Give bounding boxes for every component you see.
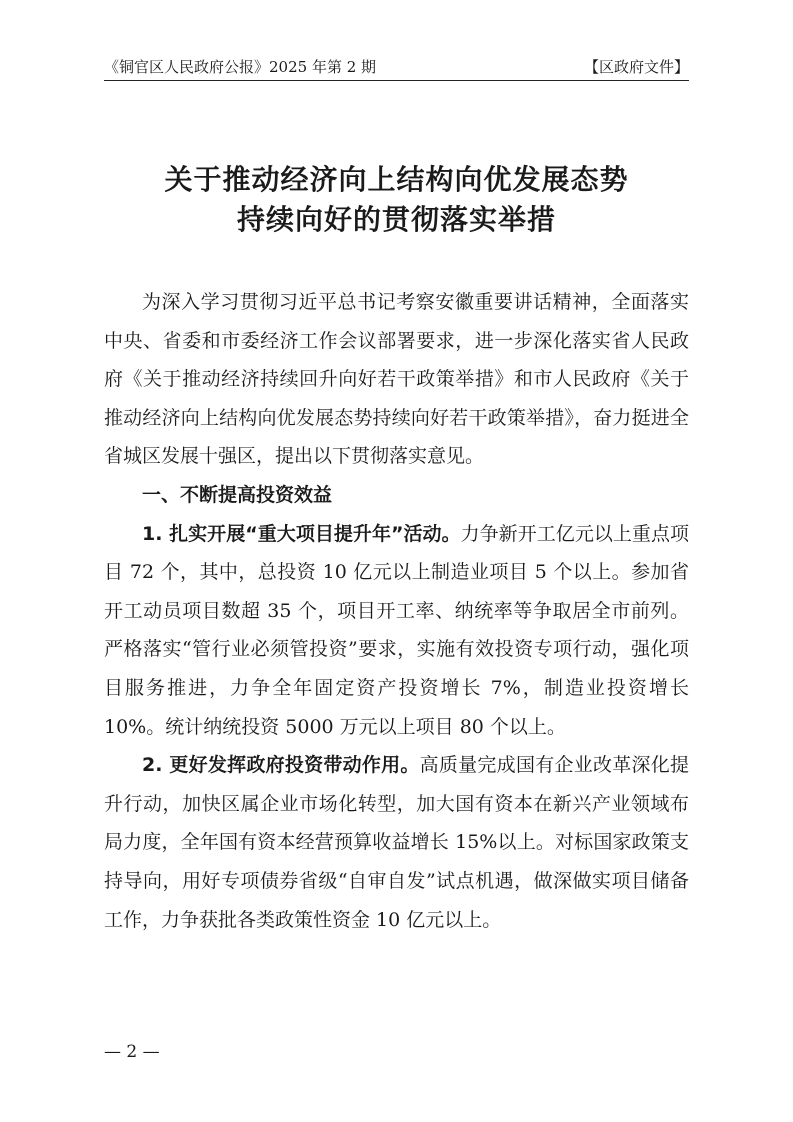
item-1-text: 力争新开工亿元以上重点项目 72 个，其中，总投资 10 亿元以上制造业项目 5 个以上。参加省开工动员项目数超 35 个，项目开工率、纳统率等争取居全市前列。严格落实“管行业必须管投资”要求，实施有效投资专项行动，强化项目服务推进，力争全年固定资产投资增长 7%，制造业投资增长 10%。统计纳统投资 5000 万元以上项目 80 个以上。 — [104, 522, 689, 738]
running-header — [104, 52, 689, 82]
header-divider — [104, 80, 689, 81]
gazette-issue-label: 《铜官区人民政府公报》2025 年第 2 期 — [104, 58, 377, 76]
title-line-1: 关于推动经济向上结构向优发展态势 — [164, 163, 629, 196]
document-category-label: 【区政府文件】 — [583, 58, 689, 76]
item-2-lead: 2. 更好发挥政府投资带动作用。 — [142, 754, 420, 777]
item-1-lead: 1. 扎实开展“重大项目提升年”活动。 — [142, 522, 461, 545]
title-line-2: 持续向好的贯彻落实举措 — [236, 203, 556, 236]
item-2-paragraph — [104, 746, 689, 939]
document-body — [104, 283, 689, 939]
item-1-paragraph — [104, 515, 689, 747]
document-title — [0, 160, 793, 240]
intro-paragraph: 为深入学习贯彻习近平总书记考察安徽重要讲话精神，全面落实中央、省委和市委经济工作会议部署要求，进一步深化落实省人民政府《关于推动经济持续回升向好若干政策举措》和市人民政府《关于推动经济向上结构向优发展态势持续向好若干政策举措》，奋力挺进全省城区发展十强区，提出以下贯彻落实意见。 — [104, 291, 689, 468]
section-heading: 一、不断提高投资效益 — [142, 483, 333, 506]
item-2-text: 高质量完成国有企业改革深化提升行动，加快区属企业市场化转型，加大国有资本在新兴产业领域布局力度，全年国有资本经营预算收益增长 15%以上。对标国家政策支持导向，用好专项债券省级“自审自发”试点机遇，做深做实项目储备工作，力争获批各类政策性资金 10 亿元以上。 — [104, 754, 689, 931]
page-number: — 2 — — [104, 1042, 160, 1062]
